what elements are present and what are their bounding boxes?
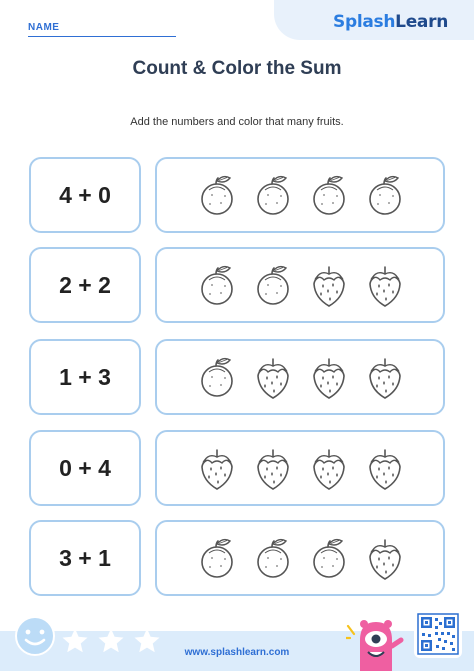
orange-icon bbox=[251, 262, 295, 308]
strawberry-icon bbox=[251, 354, 295, 400]
strawberry-icon bbox=[307, 262, 351, 308]
problem-row bbox=[0, 339, 474, 417]
orange-icon bbox=[195, 535, 239, 581]
footer-url: www.splashlearn.com bbox=[184, 647, 290, 658]
strawberry-icon bbox=[363, 262, 407, 308]
equation-box bbox=[29, 339, 141, 415]
qr-code-icon bbox=[414, 610, 462, 658]
strawberry-icon bbox=[251, 445, 295, 491]
name-line bbox=[28, 36, 176, 37]
strawberry-icon bbox=[307, 445, 351, 491]
orange-icon bbox=[195, 262, 239, 308]
fruit-box bbox=[155, 157, 445, 233]
mascot-icon bbox=[346, 612, 404, 671]
fruit-box bbox=[155, 247, 445, 323]
problem-row bbox=[0, 157, 474, 235]
orange-icon bbox=[251, 535, 295, 581]
splashlearn-logo: SplashLearn bbox=[333, 12, 448, 32]
orange-icon bbox=[195, 354, 239, 400]
equation-text: 0 + 4 bbox=[59, 454, 111, 481]
equation-text: 4 + 0 bbox=[59, 181, 111, 208]
equation-box bbox=[29, 247, 141, 323]
strawberry-icon bbox=[363, 354, 407, 400]
equation-box bbox=[29, 430, 141, 506]
orange-icon bbox=[307, 172, 351, 218]
problem-row bbox=[0, 430, 474, 508]
strawberry-icon bbox=[363, 445, 407, 491]
orange-icon bbox=[195, 172, 239, 218]
orange-icon bbox=[251, 172, 295, 218]
equation-box bbox=[29, 157, 141, 233]
worksheet-title: Count & Color the Sum bbox=[132, 58, 342, 79]
equation-text: 2 + 2 bbox=[59, 271, 111, 298]
strawberry-icon bbox=[363, 535, 407, 581]
strawberry-icon bbox=[307, 354, 351, 400]
instructions: Add the numbers and color that many fruits. bbox=[130, 116, 344, 128]
fruit-box bbox=[155, 339, 445, 415]
orange-icon bbox=[307, 535, 351, 581]
problem-row bbox=[0, 520, 474, 598]
equation-text: 1 + 3 bbox=[59, 363, 111, 390]
orange-icon bbox=[363, 172, 407, 218]
fruit-box bbox=[155, 430, 445, 506]
problem-row bbox=[0, 247, 474, 325]
fruit-box bbox=[155, 520, 445, 596]
strawberry-icon bbox=[195, 445, 239, 491]
name-label: NAME bbox=[28, 22, 60, 33]
equation-box bbox=[29, 520, 141, 596]
equation-text: 3 + 1 bbox=[59, 544, 111, 571]
